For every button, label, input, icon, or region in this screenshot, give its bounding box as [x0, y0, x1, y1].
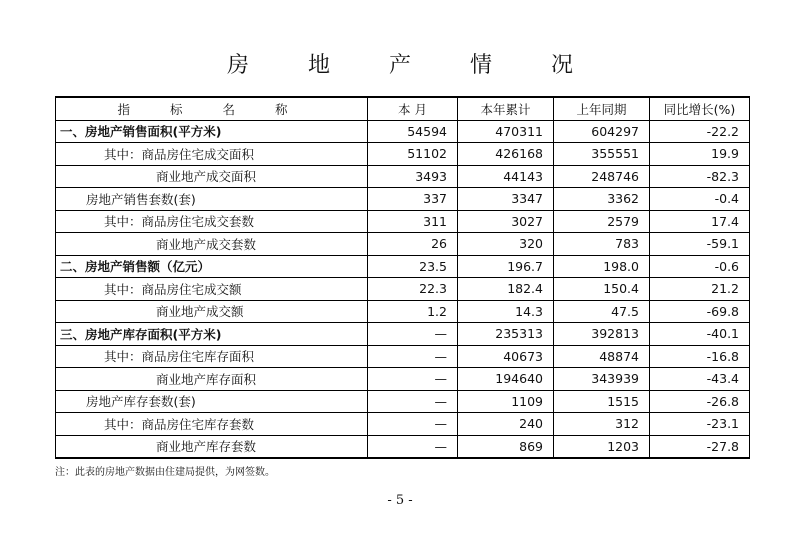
- row-name: 其中：商品房住宅库存面积: [56, 345, 368, 368]
- table-footnote: 注：此表的房地产数据由住建局提供，为网签数。: [55, 467, 275, 478]
- cell-last-year: 2579: [554, 210, 650, 233]
- table-row: [56, 435, 750, 458]
- cell-growth: -43.4: [650, 368, 750, 391]
- cell-month: 1.2: [368, 300, 458, 323]
- cell-month: —: [368, 435, 458, 458]
- cell-month: —: [368, 345, 458, 368]
- table-row: [56, 345, 750, 368]
- cell-growth: 19.9: [650, 143, 750, 166]
- cell-ytd: 44143: [458, 165, 554, 188]
- table-row: [56, 323, 750, 346]
- cell-month: —: [368, 390, 458, 413]
- table-row: [56, 188, 750, 211]
- row-name: 房地产销售套数(套): [56, 188, 368, 211]
- cell-month: 337: [368, 188, 458, 211]
- cell-month: —: [368, 413, 458, 436]
- header-ytd: 本年累计: [458, 97, 554, 120]
- cell-ytd: 320: [458, 233, 554, 256]
- cell-ytd: 1109: [458, 390, 554, 413]
- cell-last-year: 248746: [554, 165, 650, 188]
- table-row: [56, 278, 750, 301]
- cell-growth: 17.4: [650, 210, 750, 233]
- cell-month: 54594: [368, 120, 458, 143]
- cell-month: 51102: [368, 143, 458, 166]
- cell-last-year: 150.4: [554, 278, 650, 301]
- row-name: 其中：商品房住宅成交额: [56, 278, 368, 301]
- row-name: 三、房地产库存面积(平方米): [56, 323, 368, 346]
- cell-growth: -40.1: [650, 323, 750, 346]
- row-name: 其中：商品房住宅成交面积: [56, 143, 368, 166]
- table-row: [56, 255, 750, 278]
- cell-growth: -16.8: [650, 345, 750, 368]
- cell-last-year: 355551: [554, 143, 650, 166]
- row-name: 二、房地产销售额（亿元）: [56, 255, 368, 278]
- cell-ytd: 14.3: [458, 300, 554, 323]
- cell-ytd: 196.7: [458, 255, 554, 278]
- table-row: [56, 143, 750, 166]
- table-row: [56, 233, 750, 256]
- cell-last-year: 392813: [554, 323, 650, 346]
- cell-ytd: 182.4: [458, 278, 554, 301]
- cell-last-year: 312: [554, 413, 650, 436]
- cell-growth: -59.1: [650, 233, 750, 256]
- cell-last-year: 3362: [554, 188, 650, 211]
- table-row: [56, 120, 750, 143]
- page-title: 房 地 产 情 况: [227, 53, 599, 78]
- row-name: 商业地产成交套数: [56, 233, 368, 256]
- table-row: [56, 413, 750, 436]
- cell-month: 3493: [368, 165, 458, 188]
- table-row: [56, 300, 750, 323]
- cell-ytd: 40673: [458, 345, 554, 368]
- cell-last-year: 198.0: [554, 255, 650, 278]
- row-name: 房地产库存套数(套): [56, 390, 368, 413]
- cell-growth: -27.8: [650, 435, 750, 458]
- table-row: [56, 165, 750, 188]
- cell-last-year: 343939: [554, 368, 650, 391]
- cell-ytd: 470311: [458, 120, 554, 143]
- row-name: 其中：商品房住宅库存套数: [56, 413, 368, 436]
- header-last-year: 上年同期: [554, 97, 650, 120]
- cell-ytd: 235313: [458, 323, 554, 346]
- cell-ytd: 3347: [458, 188, 554, 211]
- table-row: [56, 368, 750, 391]
- row-name: 商业地产成交额: [56, 300, 368, 323]
- cell-ytd: 194640: [458, 368, 554, 391]
- table-row: [56, 210, 750, 233]
- cell-growth: -69.8: [650, 300, 750, 323]
- cell-growth: -23.1: [650, 413, 750, 436]
- cell-growth: 21.2: [650, 278, 750, 301]
- cell-growth: -0.6: [650, 255, 750, 278]
- cell-last-year: 1203: [554, 435, 650, 458]
- cell-growth: -0.4: [650, 188, 750, 211]
- header-indicator-name: 指 标 名 称: [56, 97, 368, 120]
- header-this-month: 本 月: [368, 97, 458, 120]
- cell-last-year: 783: [554, 233, 650, 256]
- cell-month: 22.3: [368, 278, 458, 301]
- row-name: 一、房地产销售面积(平方米): [56, 120, 368, 143]
- cell-last-year: 1515: [554, 390, 650, 413]
- real-estate-table: [55, 96, 750, 459]
- header-yoy-growth: 同比增长(%): [650, 97, 750, 120]
- row-name: 商业地产成交面积: [56, 165, 368, 188]
- row-name: 商业地产库存套数: [56, 435, 368, 458]
- page-number: - 5 -: [387, 493, 413, 508]
- cell-month: 311: [368, 210, 458, 233]
- cell-month: —: [368, 323, 458, 346]
- row-name: 其中：商品房住宅成交套数: [56, 210, 368, 233]
- cell-growth: -26.8: [650, 390, 750, 413]
- table-header-row: [56, 97, 750, 120]
- cell-ytd: 869: [458, 435, 554, 458]
- cell-month: 26: [368, 233, 458, 256]
- cell-month: —: [368, 368, 458, 391]
- cell-last-year: 47.5: [554, 300, 650, 323]
- cell-last-year: 48874: [554, 345, 650, 368]
- cell-month: 23.5: [368, 255, 458, 278]
- cell-ytd: 426168: [458, 143, 554, 166]
- row-name: 商业地产库存面积: [56, 368, 368, 391]
- cell-growth: -22.2: [650, 120, 750, 143]
- cell-ytd: 240: [458, 413, 554, 436]
- cell-growth: -82.3: [650, 165, 750, 188]
- cell-ytd: 3027: [458, 210, 554, 233]
- cell-last-year: 604297: [554, 120, 650, 143]
- table-row: [56, 390, 750, 413]
